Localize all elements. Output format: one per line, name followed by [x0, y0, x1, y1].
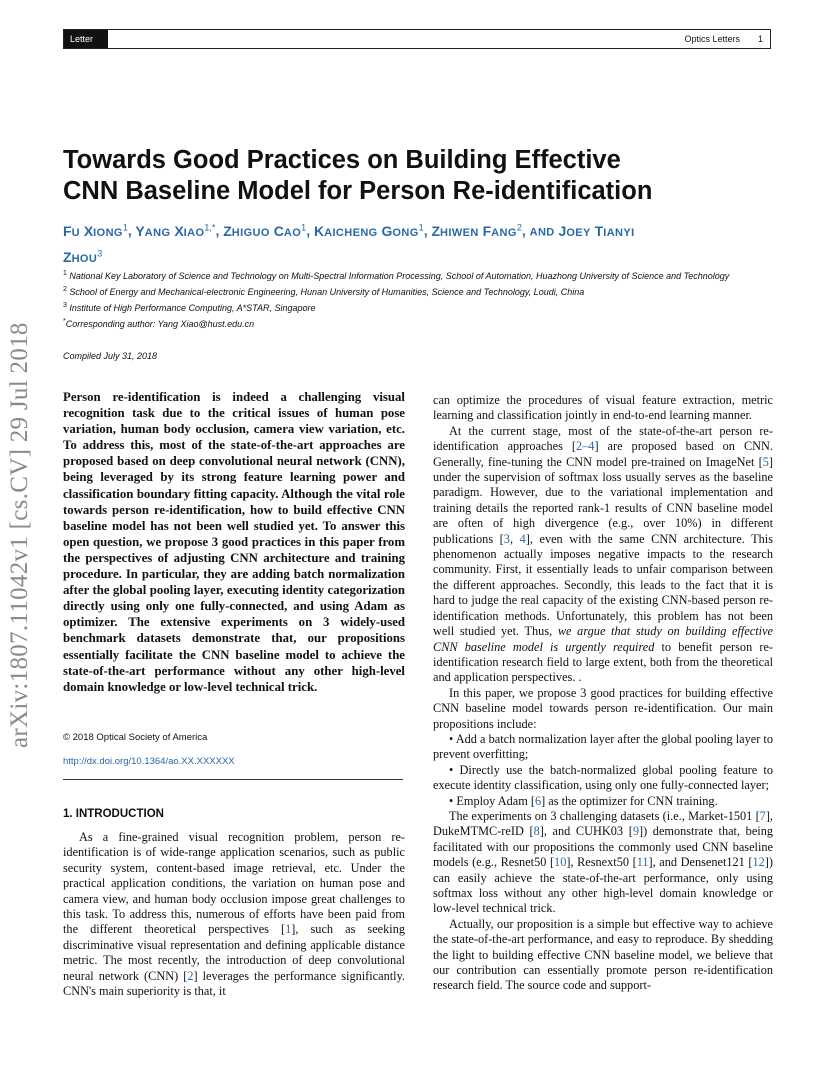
paragraph-propositions-intro: In this paper, we propose 3 good practices for building effective CNN baseline model towards person re-identification. Our main propositions include:: [433, 685, 773, 731]
citation-link[interactable]: 5: [762, 454, 769, 469]
citation-link[interactable]: 2–4: [575, 439, 595, 454]
paragraph-continuation: can optimize the procedures of visual feature extraction, metric learning and classification jointly in end-to-end learning manner.: [433, 393, 773, 423]
citation-link[interactable]: 12: [752, 855, 765, 870]
citation-link[interactable]: 2: [187, 968, 194, 983]
author-zhiwen-fang: ZHIWEN FANG$^2$: [431, 222, 522, 239]
citation-link[interactable]: 6: [534, 793, 542, 808]
citation-link[interactable]: 8: [533, 824, 540, 839]
bullet-batch-norm: • Add a batch normalization layer after the global pooling layer to prevent overfitting;: [433, 731, 773, 762]
article-type-tag: Letter: [64, 30, 108, 48]
introduction-paragraph: As a fine-grained visual recognition problem, person re-identification is of wide-range application scenarios, such as public security system, content-based image retrieval, etc. Under the practical application conditions, the variation on human pose and camera view, and human body occlusion impose great challenges to this task. To address this, numerous of efforts have been paid from the different theoretical perspectives [1], such as seeking discriminative visual representation and defining applicable distance metric. The most recently, the introduction of deep convolutional neural network (CNN) [2] leverages the performance significantly. CNN's main superiority is that, it: [63, 830, 406, 999]
corresponding-author: *Corresponding author: Yang Xiao@hust.edu.cn: [63, 318, 255, 329]
author-zhiguo-cao: ZHIGUO CAO$^1$: [223, 222, 307, 239]
citation-link[interactable]: 10: [554, 855, 567, 870]
author-conjunction: AND: [529, 226, 555, 239]
citation-link[interactable]: 4: [519, 531, 526, 546]
emphasis-text: we argue that study on building effective CNN baseline model is urgently required: [433, 624, 773, 654]
author-joey-tianyi-zhou: JOEY TIANYI ZHOU$^3$: [63, 222, 635, 266]
paragraph-experiments: The experiments on 3 challenging datasets (i.e., Market-1501 [7], DukeMTMC-reID [8], and CUHK03 [9]) demonstrate that, being facilitated with our propositions the commonly used CNN baseline models (e.g., Resnet50 [10], Resnext50 [11], and Densenet121 [12]) can easily achieve the state-of-the-art performance, only using softmax loss without any other high-level domain knowledge or low-level technical trick.: [433, 808, 773, 916]
affiliations: [63, 267, 773, 331]
running-header: [63, 29, 771, 49]
section-heading-introduction: 1. INTRODUCTION: [63, 808, 164, 820]
citation-link[interactable]: 3: [503, 531, 510, 546]
title-line-2: CNN Baseline Model for Person Re-identification: [63, 177, 653, 205]
citation-link[interactable]: 11: [636, 855, 649, 870]
affiliation-3: $^3$ Institute of High Performance Computing, A*STAR, Singapore: [63, 302, 316, 313]
paper-title: [63, 145, 763, 207]
paragraph-conclusion: Actually, our proposition is a simple but effective way to achieve the state-of-the-art performance, and easy to reproduce. By shedding the light to building effective CNN baseline model, we believe that our contribution can essentially promote person re-identification research field. The source code and support-: [433, 916, 773, 993]
author-kaicheng-gong: KAICHENG GONG$^1$: [313, 222, 424, 239]
paragraph-current-stage: At the current stage, most of the state-of-the-art person re-identification approaches [2–4] are proposed based on CNN. Generally, fine-tuning the CNN model pre-trained on ImageNet [5] under the supervision of softmax loss usually serves as the baseline paradigm. However, due to the variational implementation and training details the reported rank-1 results of CNN baseline model are often of high divergence (e.g., over 10%) in different publications [3, 4], even with the same CNN architecture. This phenomenon actually imposes negative impacts to the research community. First, it essentially leads to unfair comparison between the different approaches. Secondly, this leads to the fact that it is hard to judge the real capacity of the existing CNN-based person re-identification methods. Unfortunately, this problem has not been well studied yet. Thus, we argue that study on building effective CNN baseline model is urgently required to benefit person re-identification research field to large extent, both from the theoretical and application perspectives. .: [433, 423, 773, 685]
citation-link[interactable]: 1: [285, 922, 292, 937]
abstract: Person re-identification is indeed a challenging visual recognition task due to the critical issues of human pose variation, human body occlusion, camera view variation, etc. To address this, most of the state-of-the-art approaches are proposed based on deep convolutional neural network (CNN), being leveraged by its strong feature learning power and classification boundary fitting capacity. Although the vital role towards person re-identification, how to build effective CNN baseline model has not been well studied yet. To answer this open question, we propose 3 good practices in this paper from the perspectives of adjusting CNN architecture and training procedure. In particular, they are adding batch normalization after the global pooling layer, executing identity categorization directly using only one fully-connected, and using Adam as optimizer. The extensive experiments on 3 widely-used benchmark datasets demonstrate that, our propositions essentially facilitate the CNN baseline model to achieve the state-of-the-art performance without any other high-level domain knowledge or low-level technical trick.: [63, 390, 405, 694]
affiliation-1: $^1$ National Key Laboratory of Science and Technology on Multi-Spectral Information Processing, School of Automation, Huazhong University of Science and Technology: [63, 270, 730, 281]
title-line-1: Towards Good Practices on Building Effective: [63, 146, 621, 174]
citation-link[interactable]: 7: [759, 808, 766, 823]
page-number: 1: [757, 34, 763, 44]
compiled-date: Compiled July 31, 2018: [63, 351, 158, 361]
author-fu-xiong: FU XIONG$^1$: [63, 222, 128, 239]
right-column: [433, 393, 773, 994]
affiliation-2: $^2$ School of Energy and Mechanical-electronic Engineering, Hunan University of Humanities, Science and Technology, Loudi, China: [63, 286, 585, 297]
bullet-identity-classification: • Directly use the batch-normalized global pooling feature to execute identity classification, using only one fully-connected layer;: [433, 762, 773, 793]
author-list: FU XIONG$^1$, YANG $XIAO^{1,*}$, ZHIGUO CAO$^1$, KAICHENG GONG$^1$, ZHIWEN FANG$^2$, AND JOEY TIANYI ZHOU$^3$: [63, 222, 635, 266]
citation-link[interactable]: 9: [632, 824, 639, 839]
copyright: © 2018 Optical Society of America: [63, 732, 208, 743]
author-yang-xiao: YANG $XIAO^{1,*}$: [135, 222, 216, 239]
bullet-adam: • Employ Adam [6] as the optimizer for CNN training.: [449, 793, 718, 808]
journal-name: Optics Letters: [684, 34, 740, 44]
doi-link[interactable]: http://dx.doi.org/10.1364/ao.XX.XXXXXX: [63, 756, 235, 767]
abstract-divider: [63, 779, 403, 780]
arxiv-stamp: arXiv:1807.11042v1 [cs.CV] 29 Jul 2018: [6, 322, 33, 748]
